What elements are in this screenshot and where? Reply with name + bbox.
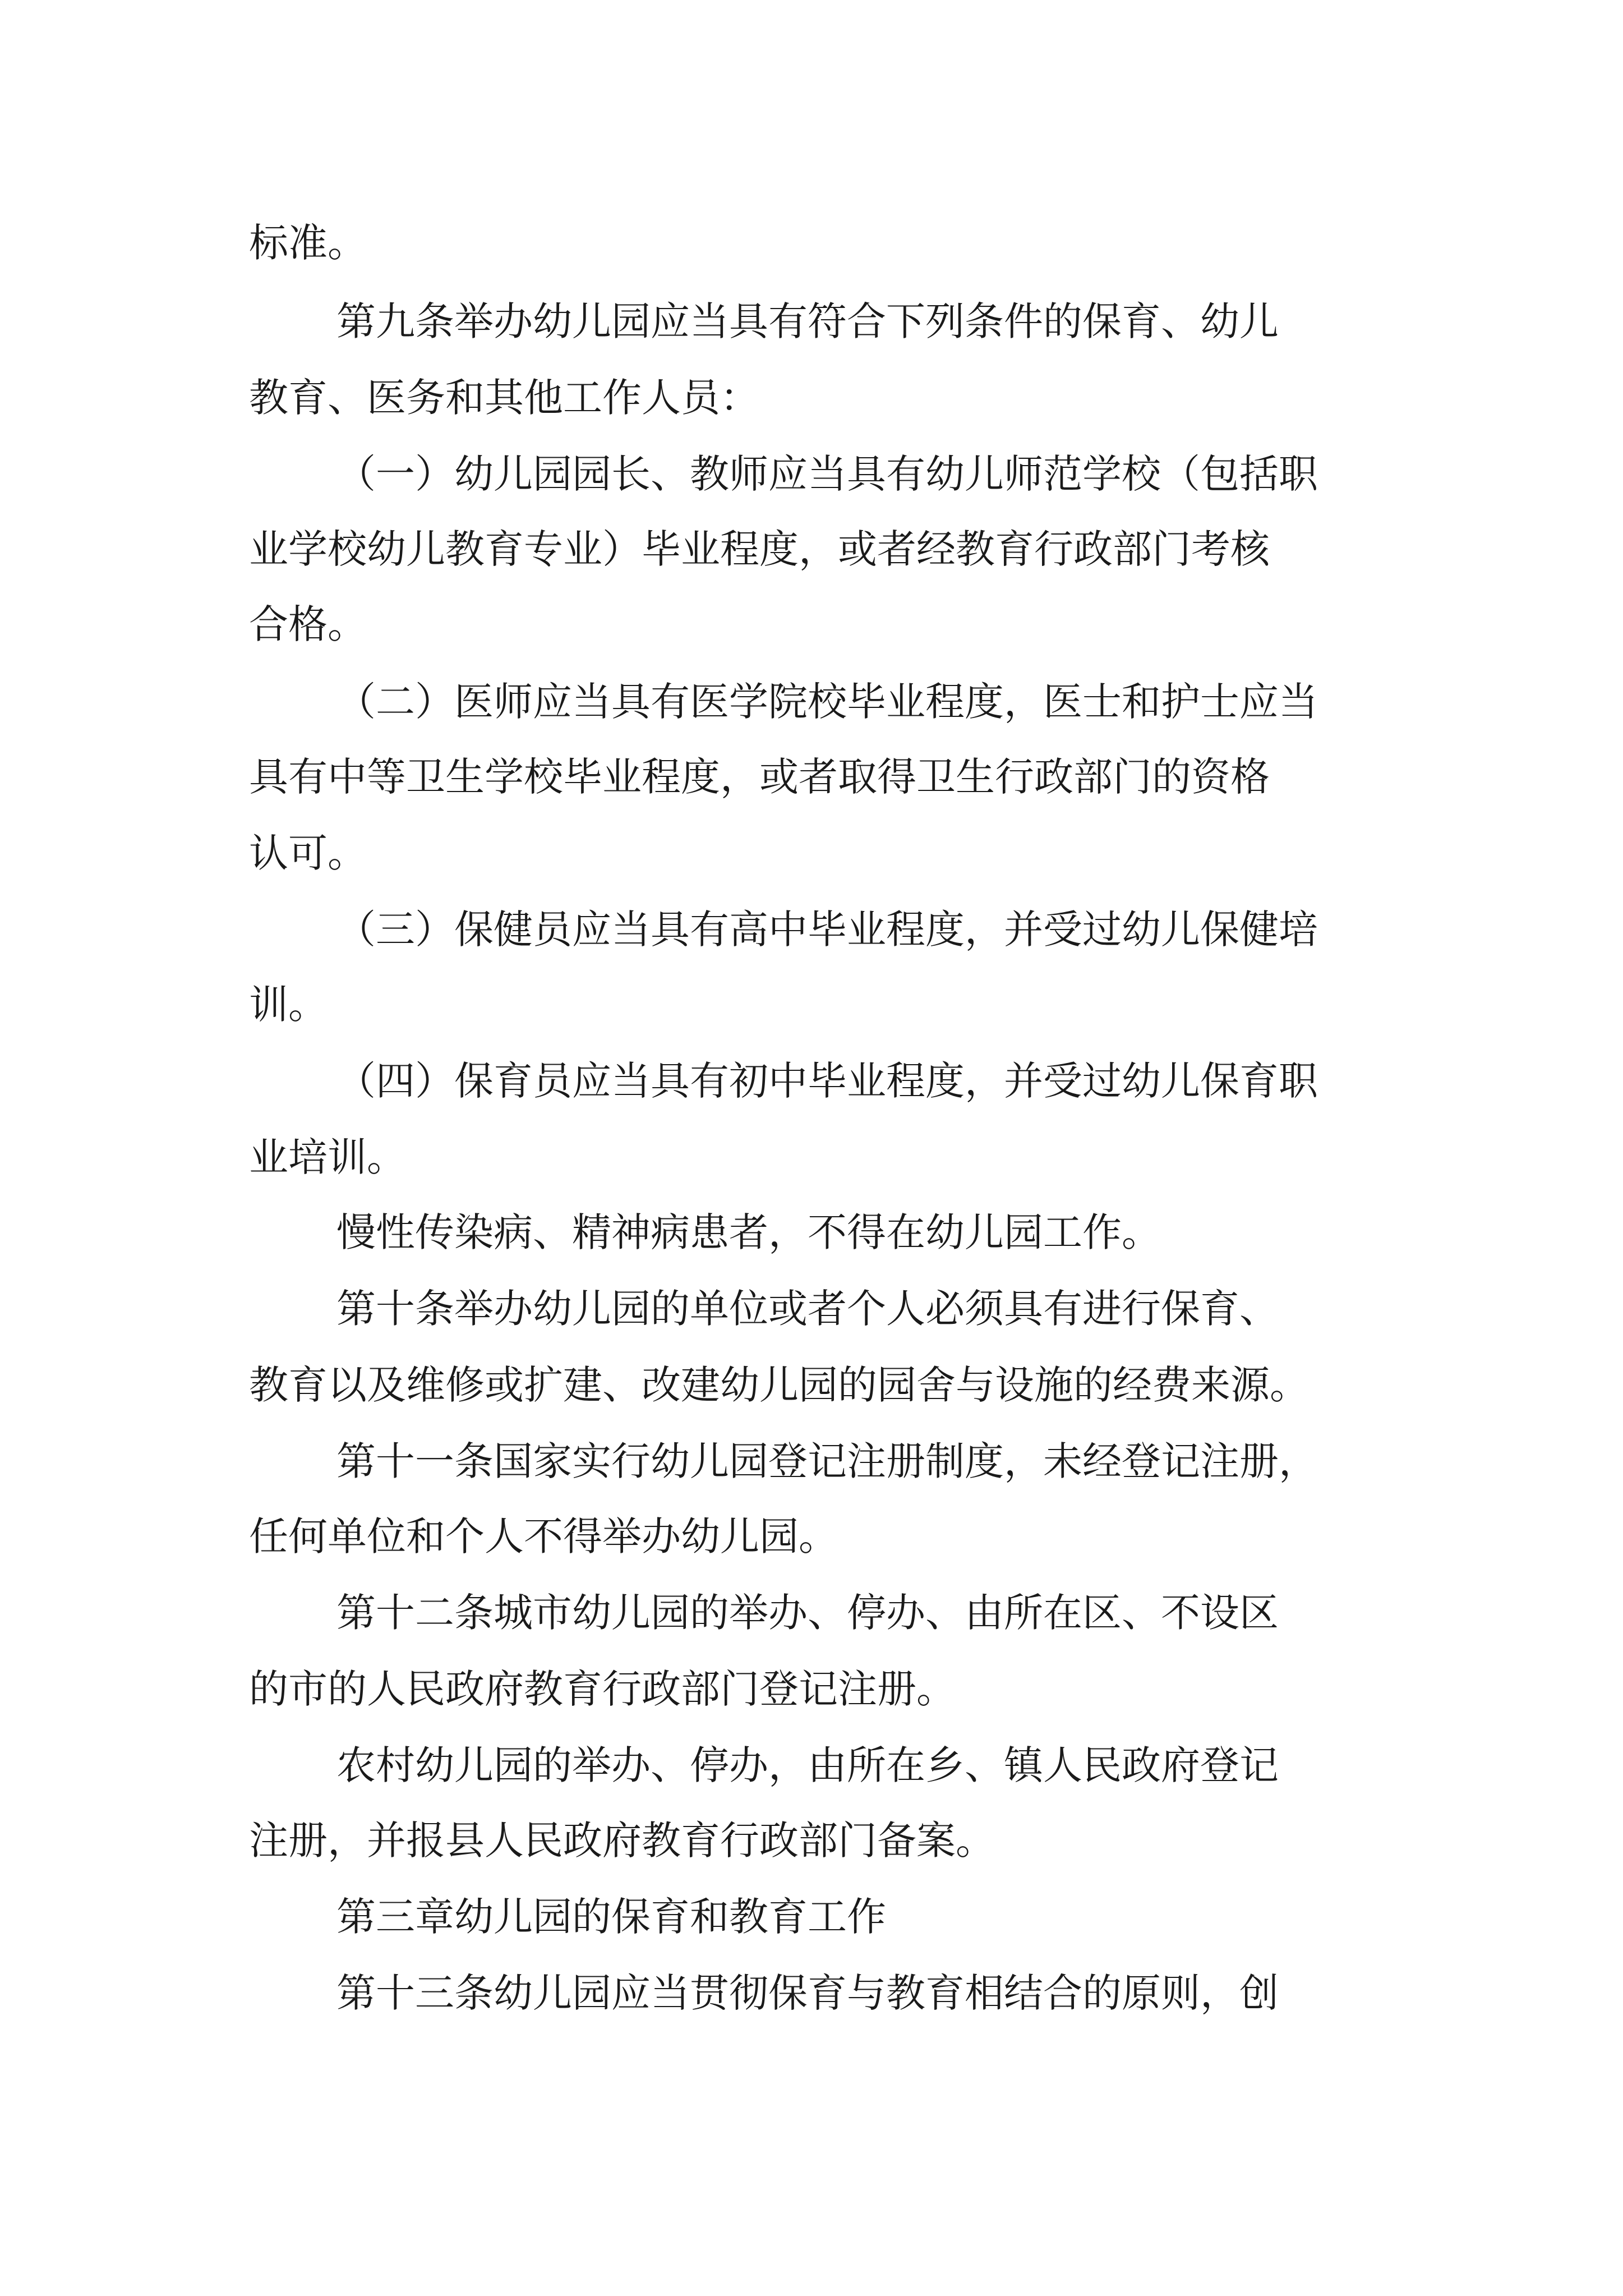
text-line: 业培训。: [249, 1134, 406, 1180]
text-line: 第十二条城市幼儿园的举办、停办、由所在区、不设区: [336, 1590, 1279, 1636]
text-line: 业学校幼儿教育专业）毕业程度，或者经教育行政部门考核: [249, 526, 1270, 572]
text-line: 的市的人民政府教育行政部门登记注册。: [249, 1666, 956, 1712]
text-line: 教育以及维修或扩建、改建幼儿园的园舍与设施的经费来源。: [249, 1362, 1309, 1408]
text-line: 农村幼儿园的举办、停办，由所在乡、镇人民政府登记: [336, 1742, 1279, 1788]
text-line: 第三章幼儿园的保育和教育工作: [336, 1894, 886, 1940]
text-line: （二）医师应当具有医学院校毕业程度，医士和护士应当: [336, 679, 1318, 725]
text-line: （四）保育员应当具有初中毕业程度，并受过幼儿保育职: [336, 1058, 1318, 1104]
text-line: （一）幼儿园园长、教师应当具有幼儿师范学校（包括职: [336, 451, 1318, 497]
text-line: 慢性传染病、精神病患者，不得在幼儿园工作。: [336, 1209, 1161, 1255]
text-line: 认可。: [249, 830, 367, 876]
text-line: 第十三条幼儿园应当贯彻保育与教育相结合的原则，创: [336, 1970, 1279, 2016]
text-line: 具有中等卫生学校毕业程度，或者取得卫生行政部门的资格: [249, 754, 1270, 800]
text-line: 第十条举办幼儿园的单位或者个人必须具有进行保育、: [336, 1286, 1279, 1332]
text-line: 第九条举办幼儿园应当具有符合下列条件的保育、幼儿: [336, 298, 1279, 344]
text-line: 标准。: [249, 220, 367, 266]
text-line: 训。: [249, 982, 328, 1028]
text-line: 任何单位和个人不得举办幼儿园。: [249, 1513, 838, 1559]
text-line: 注册，并报县人民政府教育行政部门备案。: [249, 1818, 995, 1864]
text-line: 第十一条国家实行幼儿园登记注册制度，未经登记注册，: [336, 1438, 1318, 1484]
text-line: 教育、医务和其他工作人员：: [249, 375, 759, 421]
text-line: 合格。: [249, 601, 367, 647]
text-line: （三）保健员应当具有高中毕业程度，并受过幼儿保健培: [336, 907, 1318, 953]
